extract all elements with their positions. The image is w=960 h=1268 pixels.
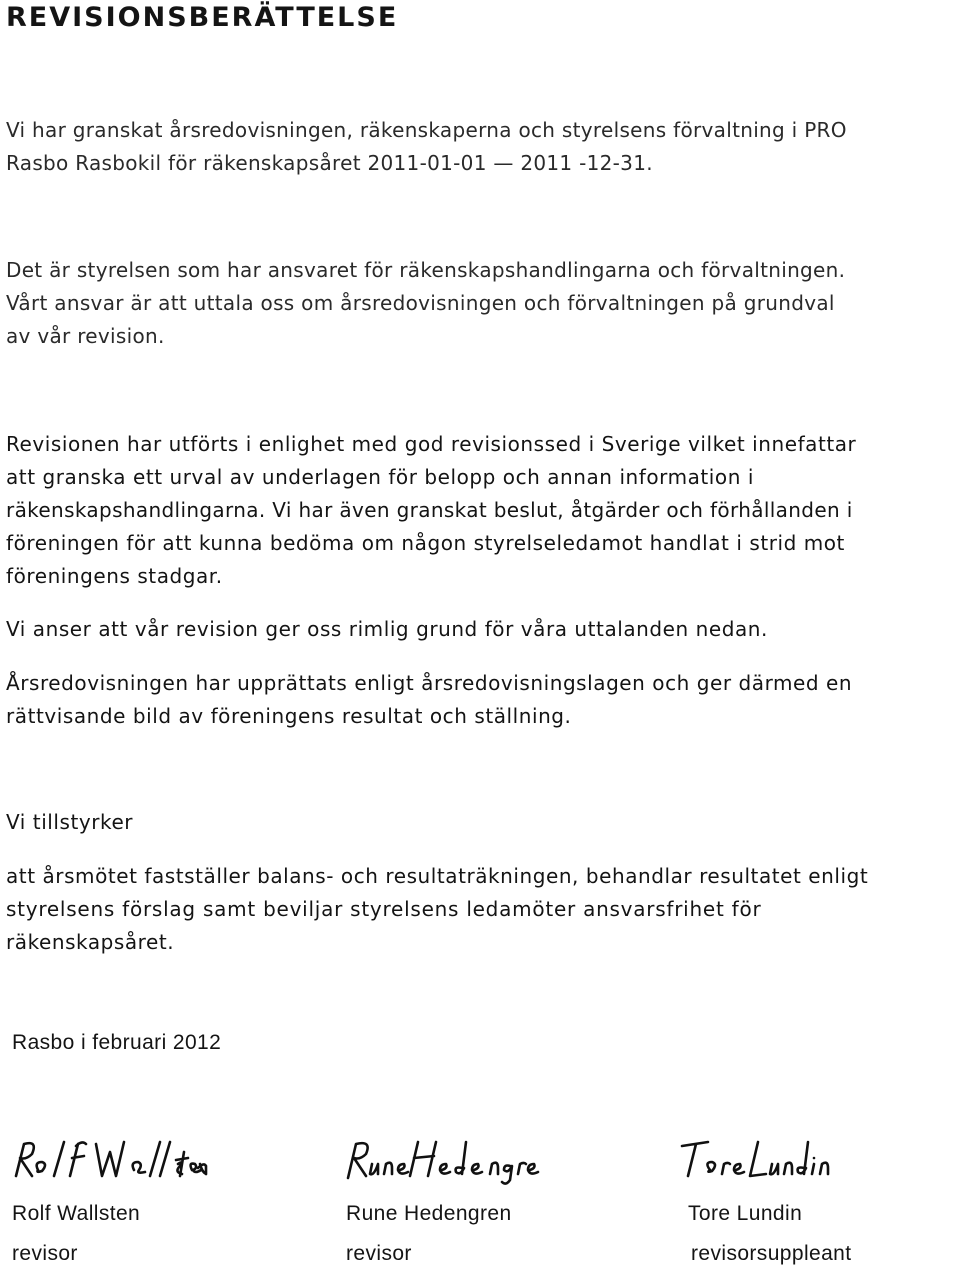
- text-line: styrelsens förslag samt beviljar styrelsens ledamöter ansvarsfrihet för: [6, 897, 762, 921]
- text-line: att årsmötet fastställer balans- och resultaträkningen, behandlar resultatet enligt: [6, 864, 869, 888]
- signature-tore-lundin: [678, 1136, 838, 1186]
- signatory-role: revisorsuppleant: [691, 1242, 852, 1265]
- signatory-name: Rune Hedengren: [346, 1202, 512, 1225]
- text-line: Vårt ansvar är att uttala oss om årsredovisningen och förvaltningen på grundval: [6, 291, 835, 315]
- recommendation-heading: Vi tillstyrker: [6, 810, 134, 834]
- text-line: räkenskapshandlingarna. Vi har även granskat beslut, åtgärder och förhållanden i: [6, 498, 853, 522]
- signatory-name: Rolf Wallsten: [12, 1202, 141, 1225]
- intro-line-1: Vi har granskat årsredovisningen, räkenskaperna och styrelsens förvaltning i PRO: [6, 118, 847, 142]
- text-line: av vår revision.: [6, 324, 165, 348]
- intro-line-2: Rasbo Rasbokil för räkenskapsåret 2011-01-01 — 2011 -12-31.: [6, 151, 653, 175]
- signatory-name: Tore Lundin: [688, 1202, 803, 1225]
- signatory-role: revisor: [12, 1242, 78, 1265]
- basis-statement: Vi anser att vår revision ger oss rimlig grund för våra uttalanden nedan.: [6, 617, 768, 641]
- text-line: Revisionen har utförts i enlighet med god revisionssed i Sverige vilket innefattar: [6, 432, 857, 456]
- text-line: Årsredovisningen har upprättats enligt årsredovisningslagen och ger därmed en: [6, 671, 853, 695]
- text-line: Det är styrelsen som har ansvaret för räkenskapshandlingarna och förvaltningen.: [6, 258, 846, 282]
- text-line: föreningens stadgar.: [6, 564, 223, 588]
- text-line: rättvisande bild av föreningens resultat och ställning.: [6, 704, 572, 728]
- text-line: föreningen för att kunna bedöma om någon styrelseledamot handlat i strid mot: [6, 531, 845, 555]
- document-title: REVISIONSBERÄTTELSE: [6, 2, 399, 33]
- signature-rolf-wallsten: [10, 1136, 210, 1186]
- text-line: att granska ett urval av underlagen för belopp och annan information i: [6, 465, 754, 489]
- text-line: räkenskapsåret.: [6, 930, 175, 954]
- signatory-role: revisor: [346, 1242, 412, 1265]
- place-date: Rasbo i februari 2012: [12, 1031, 222, 1054]
- signature-rune-hedengren: [344, 1136, 544, 1186]
